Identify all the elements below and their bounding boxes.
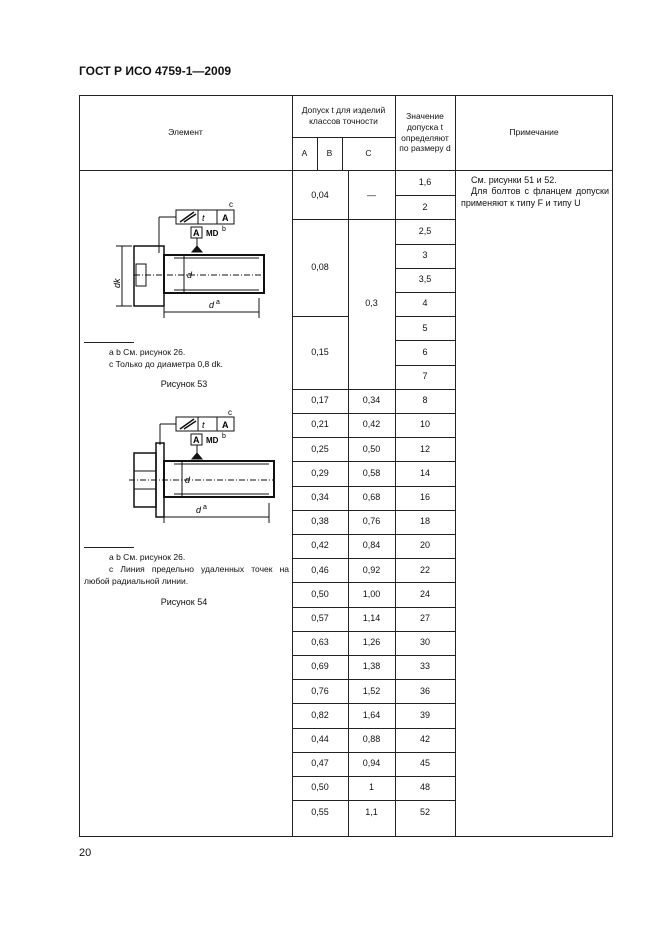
cell-c: 1,38 [362,661,381,672]
cell-ab: 0,04 [311,189,329,200]
table-rule [395,655,455,656]
cell-size: 1,6 [418,177,432,188]
fig53-datum-ref: A [222,213,229,223]
fig54-datum-a: A [193,435,200,445]
table-rule [292,486,395,487]
cell-ab: 0,08 [311,262,329,273]
cell-c: 0,50 [362,443,381,454]
cell-c: 1,1 [365,806,378,817]
cell-ab: 0,82 [311,709,329,720]
table-rule [395,268,455,269]
table-rule [292,413,395,414]
fig53-footnotes [109,347,289,371]
cell-ab: 0,15 [311,346,329,357]
cell-size: 22 [419,564,430,575]
table-rule [292,582,395,583]
cell-size: 7 [422,371,428,382]
tolerance-table [79,95,613,837]
fig54-c-label: c [228,408,232,417]
fig53-t-label: t [202,213,205,223]
table-rule [395,461,455,462]
fig53-footnote-c: c Только до диаметра 0,8 dk. [109,358,223,369]
table-rule [395,365,455,366]
cell-size: 2,5 [418,225,432,236]
fig53-a-label: a [216,299,220,306]
table-rule [292,655,395,656]
table-rule [292,679,395,680]
fig54-b-label: b [222,433,226,440]
cell-c: 1,52 [362,685,381,696]
cell-ab: 0,25 [311,443,329,454]
cell-size: 30 [419,637,430,648]
table-rule [395,219,455,220]
table-rule [395,389,455,390]
table-rule [395,413,455,414]
table-rule [395,534,455,535]
fig54-md-label: MD [206,436,219,445]
fig53-c-label: c [229,200,233,209]
table-rule [395,244,455,245]
cell-ab: 0,76 [311,685,329,696]
figure-53-caption: Рисунок 53 [160,379,208,389]
cell-size: 3,5 [418,274,432,285]
cell-size: 36 [419,685,430,696]
table-rule [292,752,395,753]
cell-size: 2 [422,201,428,212]
table-rule [395,437,455,438]
cell-ab: 0,50 [311,588,329,599]
table-rule [292,703,395,704]
fig53-b-label: b [222,226,226,233]
fig53-datum-a: A [193,228,200,238]
note-line-2: Для болтов с фланцем допуски применяют к типу F и типу U [461,186,609,208]
fig54-t-label: t [202,420,205,430]
table-rule [395,800,455,801]
cell-c: — [367,189,376,200]
table-rule [395,703,455,704]
header-class-a: А [301,148,308,159]
fig54-datum-ref: A [222,420,229,430]
cell-size: 12 [419,443,430,454]
fig54-footnote-ab: a b См. рисунок 26. [109,552,186,562]
table-rule [292,631,395,632]
cell-ab: 0,21 [311,419,329,430]
cell-c: 0,84 [362,540,381,551]
cell-size: 5 [422,322,428,333]
header-class-c: С [365,148,372,159]
table-rule [395,607,455,608]
fig53-dk-label: dk [112,278,122,288]
cell-size: 6 [422,346,428,357]
cell-size: 14 [419,467,430,478]
cell-ab: 0,44 [311,734,329,745]
header-size: Значение допуска t определяют по размеру d [399,111,451,154]
cell-c: 0,3 [365,298,378,309]
cell-ab: 0,17 [311,395,329,406]
table-rule [395,679,455,680]
table-rule [395,195,455,196]
header-tolerance: Допуск t для изделий классов точности [301,105,386,126]
table-rule [395,582,455,583]
cell-ab: 0,69 [311,661,329,672]
table-rule [292,558,395,559]
cell-c: 1,14 [362,613,381,624]
cell-ab: 0,47 [311,758,329,769]
cell-size: 48 [419,782,430,793]
note-text [461,175,609,209]
cell-size: 52 [419,806,430,817]
cell-c: 1,00 [362,588,381,599]
cell-size: 18 [419,516,430,527]
cell-size: 45 [419,758,430,769]
table-rule [395,316,455,317]
cell-c: 1,64 [362,709,381,720]
cell-ab: 0,34 [311,492,329,503]
table-rule [292,461,395,462]
table-rule [292,510,395,511]
table-rule [292,534,395,535]
header-note: Примечание [509,127,559,138]
table-rule [292,728,395,729]
cell-size: 24 [419,588,430,599]
table-rule [395,558,455,559]
table-rule [292,776,395,777]
table-rule [395,776,455,777]
cell-c: 0,92 [362,564,381,575]
cell-c: 0,88 [362,734,381,745]
cell-size: 16 [419,492,430,503]
figure-54-caption: Рисунок 54 [160,597,208,607]
table-rule [292,800,395,801]
fig53-d-label: d [187,270,193,280]
table-rule [395,631,455,632]
fig54-d-label: d [185,475,191,485]
table-rule [292,607,395,608]
fig54-a-label: a [203,504,207,511]
cell-ab: 0,46 [311,564,329,575]
cell-ab: 0,55 [311,806,329,817]
table-rule [395,728,455,729]
figure-54-drawing [124,408,289,543]
cell-size: 27 [419,613,430,624]
cell-size: 8 [422,395,428,406]
fig54-footnotes [84,552,289,588]
header-element: Элемент [168,127,203,138]
table-rule [395,486,455,487]
cell-ab: 0,63 [311,637,329,648]
fig54-footnote-c: c Линия предельно удаленных точек на любой радиальной линии. [84,563,289,586]
cell-size: 33 [419,661,430,672]
fig54-d-dim: d [196,505,202,515]
cell-c: 1 [368,782,374,793]
cell-c: 1,26 [362,637,381,648]
cell-ab: 0,57 [311,613,329,624]
page-number: 20 [79,847,92,859]
header-class-b: В [326,148,333,159]
cell-size: 10 [419,419,430,430]
cell-size: 20 [419,540,430,551]
cell-c: 0,68 [362,492,381,503]
cell-c: 0,94 [362,758,381,769]
cell-c: 0,76 [362,516,381,527]
table-rule [395,340,455,341]
table-rule [292,437,395,438]
fig53-md-label: MD [206,229,219,238]
cell-size: 4 [422,298,428,309]
cell-c: 0,42 [362,419,381,430]
cell-c: 0,34 [362,395,381,406]
document-header: ГОСТ Р ИСО 4759-1—2009 [79,64,232,78]
cell-ab: 0,50 [311,782,329,793]
cell-ab: 0,29 [311,467,329,478]
table-rule [395,292,455,293]
cell-size: 42 [419,734,430,745]
note-line-1: См. рисунки 51 и 52. [471,175,557,185]
fig53-d-dim: d [209,300,215,310]
table-rule [395,752,455,753]
cell-size: 3 [422,250,428,261]
cell-c: 0,58 [362,467,381,478]
cell-ab: 0,38 [311,516,329,527]
cell-size: 39 [419,709,430,720]
cell-ab: 0,42 [311,540,329,551]
fig53-footnote-ab: a b См. рисунок 26. [109,347,186,357]
figure-53-drawing [114,198,284,338]
table-rule [395,510,455,511]
